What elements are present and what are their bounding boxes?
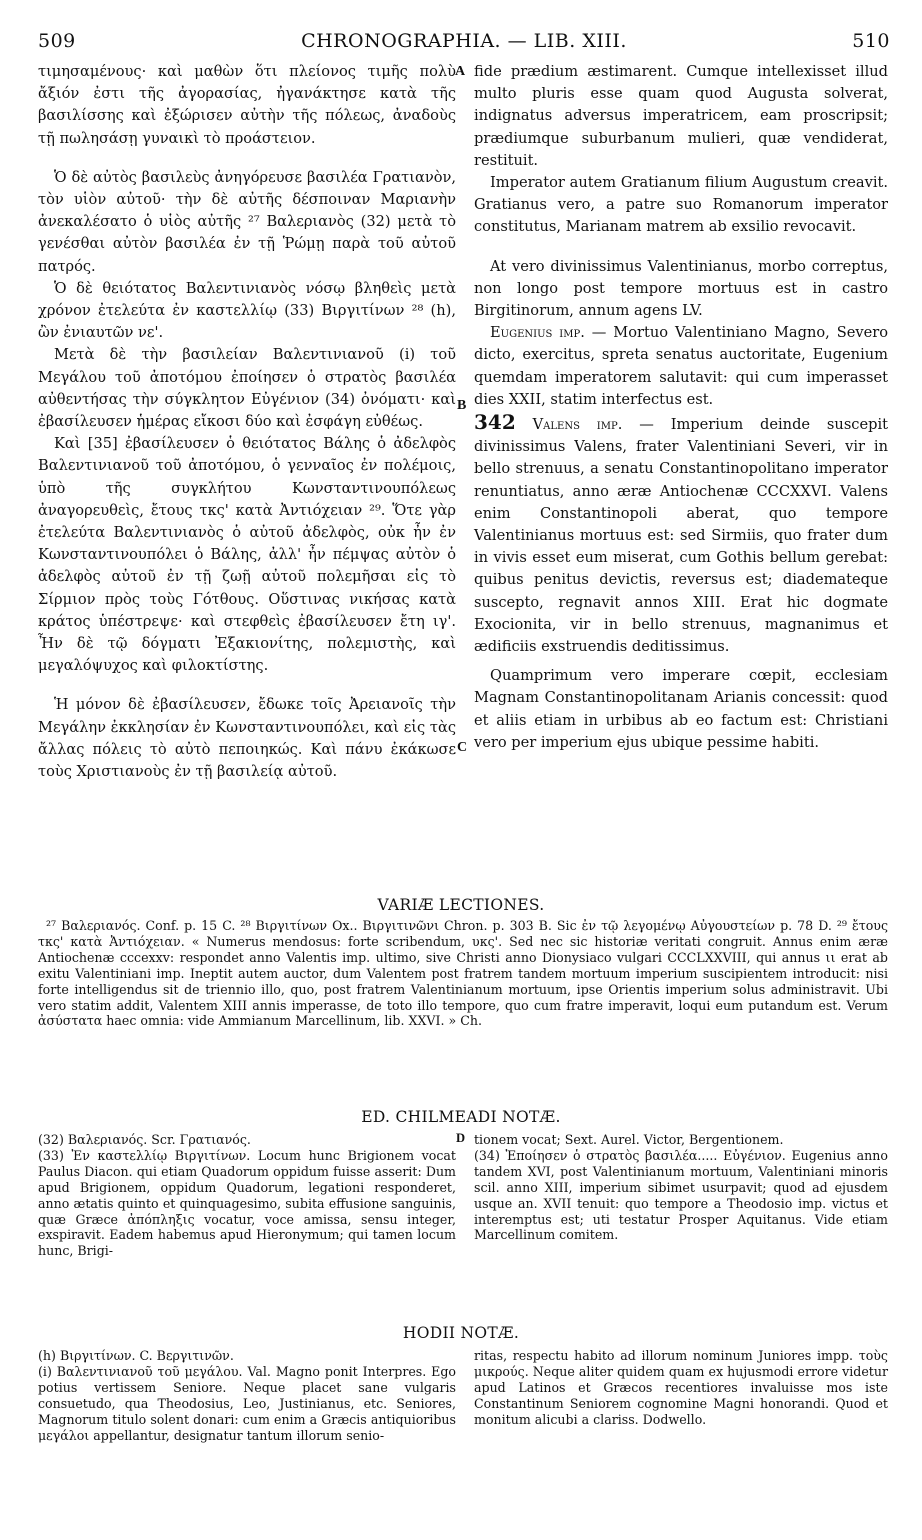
latin-paragraph: Imperator autem Gratianum filium Augustum creavit. Gratianus vero, a patre suo Romanorum imperator constitutus, Marianam matrem ab exsilio revocavit.	[474, 174, 888, 236]
note-paragraph: (h) Βιργιτίνων. C. Βεργιτινῶν.	[38, 1348, 234, 1363]
hodii-heading: HODII NOTÆ.	[402, 1324, 520, 1342]
varia-lectiones	[38, 918, 888, 1029]
note-paragraph: (i) Βαλεντινιανοῦ τοῦ μεγάλου. Val. Magno ponit Interpres. Ego potius vertissem Seniore. Neque placet sane vulgaris consuetudo, qua Theodosius, Leo, Justinianus, etc. Seniores, Magnorum titulo solent donari: cum enim a Græcis antiquioribus μεγάλοι appellantur, designatur tantum illorum senio-	[38, 1363, 456, 1443]
varia-heading: VARIÆ LECTIONES.	[377, 896, 545, 914]
hodii-notes-left	[38, 1348, 456, 1443]
chilmead-notes-right	[474, 1132, 888, 1243]
latin-text-column	[474, 61, 888, 754]
note-paragraph: (34) Ἐποίησεν ὁ στρατὸς βασιλέα..... Εὐγένιον. Eugenius anno tandem XVI, post Valentinianum mortuum, Valentiniani minoris scil. anno XIII, imperium sibimet usurpavit; quod ad ejusdem usque an. XVII tenuit: quo tempore a Theodosio imp. victus et interemptus est; uti testatur Prosper Aquitanus. Vide etiam Marcellinum comitem.	[474, 1147, 888, 1243]
greek-paragraph: Ὁ δὲ αὐτὸς βασιλεὺς ἀνηγόρευσε βασιλέα Γρατιανὸν, τὸν υἱὸν αὐτοῦ· τὴν δὲ αὐτῆς δέσποιναν Μαριανὴν ἀνεκαλέσατο ὁ υἱὸς αὐτῆς ²⁷ Βαλεριανὸς (32) μετὰ τὸ γενέσθαι αὐτὸν βασιλέα ἐν τῇ Ῥώμῃ παρὰ τοῦ αὐτοῦ πατρός.	[38, 168, 456, 275]
section-number: 342	[474, 410, 516, 435]
latin-paragraph: At vero divinissimus Valentinianus, morbo correptus, non longo post tempore mortuus est in castro Birgitinorum, annum agens LV.	[474, 257, 888, 320]
greek-paragraph: Ὁ δὲ θειότατος Βαλεντινιανὸς νόσῳ βληθεὶς μετὰ χρόνον ἐτελεύτα ἐν καστελλίῳ (33) Βιργιτίνων ²⁸ (h), ὢν ἐνιαυτῶν νε'.	[38, 279, 456, 342]
page-number-right: 510	[852, 30, 890, 52]
chilmead-notes-left	[38, 1132, 456, 1259]
greek-paragraph: Καὶ [35] ἐβασίλευσεν ὁ θειότατος Βάλης ὁ ἀδελφὸς Βαλεντινιανοῦ τοῦ ἀποτόμου, ὁ γενναῖος ἐν πολέμοις, ὑπὸ τῆς συγκλήτου Κωνσταντινουπόλεως ἀναγορευθεὶς, ἔτους τκς' κατὰ Ἀντιόχειαν ²⁹. Ὅτε γὰρ ἐτελεύτα Βαλεντινιανὸς ὁ αὐτοῦ ἀδελφὸς, οὐκ ἦν ἐν Κωνσταντινουπόλει ὁ Βάλης, ἀλλ' ἦν πέμψας αὐτὸν ὁ ἀδελφὸς αὐτοῦ ἐν τῇ ζωῇ αὐτοῦ πολεμῆσαι εἰς τὸ Σίρμιον πρὸς τοὺς Γότθους. Οὕστινας νικήσας κατὰ κράτος ὑπέστρεψε· καὶ στεφθεὶς ἐβασίλευσεν ἔτη ιγ'. Ἦν δὲ τῷ δόγματι Ἐξακιονίτης, πολεμιστὴς, καὶ μεγαλόψυχος καὶ φιλοκτίστης.	[38, 435, 456, 675]
page-number-left: 509	[38, 30, 76, 52]
note-paragraph: ritas, respectu habito ad illorum nominum Juniores impp. τοὺς μικρούς. Neque aliter quidem quam ex hujusmodi errore videtur apud Latinos et Græcos recentiores invaluisse mos iste Constantinum Seniorem cognomine Magni honorandi. Quod et monitum alicubi a clariss. Dodwello.	[474, 1348, 888, 1427]
varia-text: ²⁷ Βαλεριανός. Conf. p. 15 C. ²⁸ Βιργιτίνων Ox.. Βιργιτινῶνι Chron. p. 303 B. Sic ἐν τῷ λεγομένῳ Αὐγουστείων p. 78 D. ²⁹ ἔτους τκς' κατὰ Ἀντιόχειαν. « Numerus mendosus: forte scribendum, υκς'. Sed nec sic historiæ veritati congruit. Annus enim æræ Antiochenæ cccexxv: respondet anno Valentis imp. ultimo, sive Christi anno Dionysiaco vulgari CCCLXXVIII, qui annus ιι erat ab exitu Valentiniani imp. Ineptit autem auctor, dum Valentem post fratrem tandem mortuum imperium suscipientem introducit: nisi forte intelligendus sit de triennio illo, quo, post fratrem Valentinianum mortuum, ipse Orientis imperium solus administravit. Ubi vero statim addit, Valentem XIII annis imperasse, de toto illo tempore, quo cum fratre imperavit, loqui eum putandum est. Verum ἀσύστατα haec omnia: vide Ammianum Marcellinum, lib. XXVI. » Ch.	[38, 918, 888, 1029]
margin-letter-a: A	[455, 64, 466, 79]
greek-paragraph: τιμησαμένους· καὶ μαθὼν ὅτι πλείονος τιμῆς πολὺ ἄξιόν ἐστι τῆς ἀγορασίας, ἠγανάκτησε κατὰ τῆς βασιλίσσης καὶ ἐξώρισεν αὐτὴν τῆς πόλεως, ἀναδοὺς τῇ πωλησάσῃ γυναικὶ τὸ προάστειον.	[38, 63, 456, 147]
running-title: CHRONOGRAPHIA. — LIB. XIII.	[301, 30, 627, 52]
section-heading-eugenius: Eugenius imp.	[490, 324, 585, 342]
greek-paragraph: Μετὰ δὲ τὴν βασιλείαν Βαλεντινιανοῦ (i) τοῦ Μεγάλου τοῦ ἀποτόμου ἐποίησεν ὁ στρατὸς βασιλέα αὐθεντήσας τὴν σύγκλητον Εὐγένιον (34) ὀνόματι· καὶ ἐβασίλευσεν ἡμέρας εἴκοσι δύο καὶ ἐσφάγη εὐθέως.	[38, 346, 456, 431]
latin-paragraph: Eugenius imp. — Mortuo Valentiniano Magno, Severo dicto, exercitus, spreta senatus auctoritate, Eugenium quemdam imperatorem salutavit: qui cum imperasset dies XXII, statim interfectus est.	[474, 324, 889, 408]
latin-paragraph: Quamprimum vero imperare cœpit, ecclesiam Magnam Constantinopolitanam Arianis concessit: quod et aliis etiam in urbibus ab eo factum est: Christiani vero per imperium ejus ubique pessime habiti.	[474, 667, 888, 751]
chilmead-heading: ED. CHILMEADI NOTÆ.	[361, 1108, 561, 1126]
section-heading-valens: Valens imp.	[532, 416, 623, 434]
margin-letter-c: C	[457, 740, 468, 755]
note-paragraph: (33) Ἐν καστελλίῳ Βιργιτίνων. Locum hunc Brigionem vocat Paulus Diacon. qui etiam Quadorum oppidum fuisse asserit: Dum apud Brigionem, oppidum Quadorum, legationi responderet, anno ætatis quinto et quinquagesimo, subita effusione sanguinis, quæ Græce ἀπόπληξις vocatur, voce amissa, sensu integer, exspiravit. Eadem habemus apud Hieronymum; qui tamen locum hunc, Brigi-	[38, 1147, 456, 1259]
latin-paragraph: 342 Valens imp. — Imperium deinde suscepit divinissimus Valens, frater Valentiniani Severi, vir in bello strenuus, a senatu Constantinopolitano imperator renuntiatus, anno æræ Antiochenæ CCCXXVI. Valens enim Constantinopoli aberat, quo tempore Valentinianus mortuus est: sed Sirmiis, quo frater dum in vivis esset eum miserat, cum Gothis bellum gerebat: quibus penitus devictis, reversus est; diademateque suscepto, regnavit annos XIII. Erat hic dogmate Exocionita, vir in bello strenuus, magnanimus et ædificiis exstruendis deditissimus.	[474, 410, 888, 656]
note-paragraph: (32) Βαλεριανός. Scr. Γρατιανός.	[38, 1132, 251, 1147]
running-header	[38, 30, 890, 56]
margin-letter-d: D	[456, 1131, 466, 1145]
greek-paragraph: Ἡ μόνον δὲ ἐβασίλευσεν, ἔδωκε τοῖς Ἀρειανοῖς τὴν Μεγάλην ἐκκλησίαν ἐν Κωνσταντινουπόλει, καὶ εἰς τὰς ἄλλας πόλεις τὸ αὐτὸ πεποιηκώς. Καὶ πάνυ ἐκάκωσε τοὺς Χριστιανοὺς ἐν τῇ βασιλείᾳ αὐτοῦ.	[38, 696, 456, 781]
margin-letter-b: B	[457, 398, 467, 413]
hodii-notes-right	[474, 1348, 888, 1428]
latin-paragraph: fide prædium æstimarent. Cumque intellexisset illud multo pluris esse quam quod Augusta solverat, indignatus adversus imperatricem, eam proscripsit; prædiumque suburbanum mulieri, quæ vendiderat, restituit.	[474, 63, 888, 169]
greek-text-column	[38, 61, 456, 783]
note-paragraph: tionem vocat; Sext. Aurel. Victor, Bergentionem.	[474, 1132, 784, 1147]
